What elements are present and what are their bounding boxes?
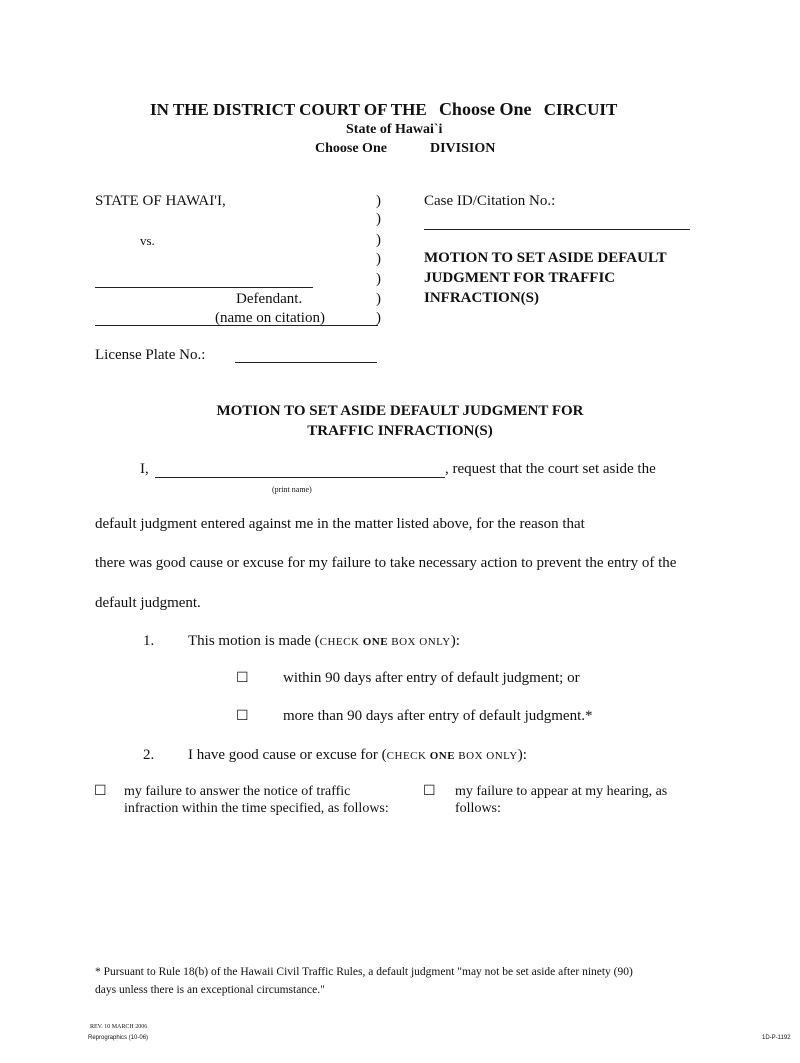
heading-line: TRAFFIC INFRACTION(S) [307,423,493,439]
court-prefix: IN THE DISTRICT COURT OF THE [150,100,427,119]
body-line: default judgment. [95,595,201,611]
paren: ) [376,193,381,209]
division-select[interactable]: Choose One [315,141,387,156]
print-name-note: (print name) [272,485,312,494]
item2-number: 2. [143,747,155,763]
option-label: my failure to answer the notice of traffic [124,784,351,799]
body-line: there was good cause or excuse for my failure to take necessary action to prevent the entry of the [95,555,677,571]
body-line: default judgment entered against me in the matter listed above, for the reason that [95,516,585,532]
text: ): [517,747,527,763]
case-id-field[interactable] [424,229,690,230]
motion-title-line: JUDGMENT FOR TRAFFIC [424,270,616,286]
case-id-label: Case ID/Citation No.: [424,193,556,209]
motion-title-line: MOTION TO SET ASIDE DEFAULT [424,250,667,266]
paren: ) [376,310,381,326]
item1-number: 1. [143,633,155,649]
name-note: (name on citation) [215,310,325,326]
failure-to-answer-checkbox[interactable]: ☐ [94,784,107,799]
text: CHECK [319,636,363,648]
defendant-label: Defendant. [236,291,303,307]
failure-to-appear-checkbox[interactable]: ☐ [423,784,436,799]
form-number: 1D-P-1192 [762,1035,791,1041]
within-90-days-checkbox[interactable]: ☐ [236,671,249,686]
text: BOX ONLY [455,750,518,762]
court-title [150,100,617,118]
print-name-field[interactable] [155,477,445,478]
more-than-90-days-checkbox[interactable]: ☐ [236,709,249,724]
defendant-citation-name-field[interactable] [95,325,378,326]
vs-label: vs. [140,233,155,248]
text: CHECK [386,750,430,762]
text: This motion is made ( [188,633,320,649]
footnote-line: days unless there is an exceptional circumstance." [95,984,325,996]
state-label: State of Hawai`i [346,122,443,137]
paren: ) [376,251,381,267]
request-text: , request that the court set aside the [445,461,656,477]
heading-line: MOTION TO SET ASIDE DEFAULT JUDGMENT FOR [216,403,584,419]
license-plate-field[interactable] [235,362,377,363]
paren: ) [376,271,381,287]
paren: ) [376,232,381,248]
footnote-line: * Pursuant to Rule 18(b) of the Hawaii Civil Traffic Rules, a default judgment "may not be set aside after ninety (90) [95,966,633,978]
text: BOX ONLY [388,636,451,648]
option-label: follows: [455,801,501,816]
option-label: more than 90 days after entry of default judgment.* [283,708,593,724]
defendant-name-field[interactable] [95,287,313,288]
text: ONE [362,636,389,648]
reprographics: Reprographics (10-06) [88,1035,149,1041]
item1-text [188,634,460,649]
item2-text [188,748,527,763]
plaintiff: STATE OF HAWAI'I, [95,193,226,209]
text: I have good cause or excuse for ( [188,747,387,763]
option-label: infraction within the time specified, as follows: [124,801,389,816]
division-suffix: DIVISION [430,141,496,156]
text: ONE [429,750,456,762]
i-label: I, [140,461,149,477]
circuit-select[interactable]: Choose One [438,99,532,119]
paren: ) [376,291,381,307]
circuit-suffix: CIRCUIT [543,100,618,119]
revision-date: REV. 10 MARCH 2006 [90,1024,148,1030]
option-label: my failure to appear at my hearing, as [455,784,668,799]
paren: ) [376,211,381,227]
motion-title-line: INFRACTION(S) [424,290,540,306]
text: ): [450,633,460,649]
license-plate-label: License Plate No.: [95,347,206,363]
option-label: within 90 days after entry of default judgment; or [283,670,580,686]
